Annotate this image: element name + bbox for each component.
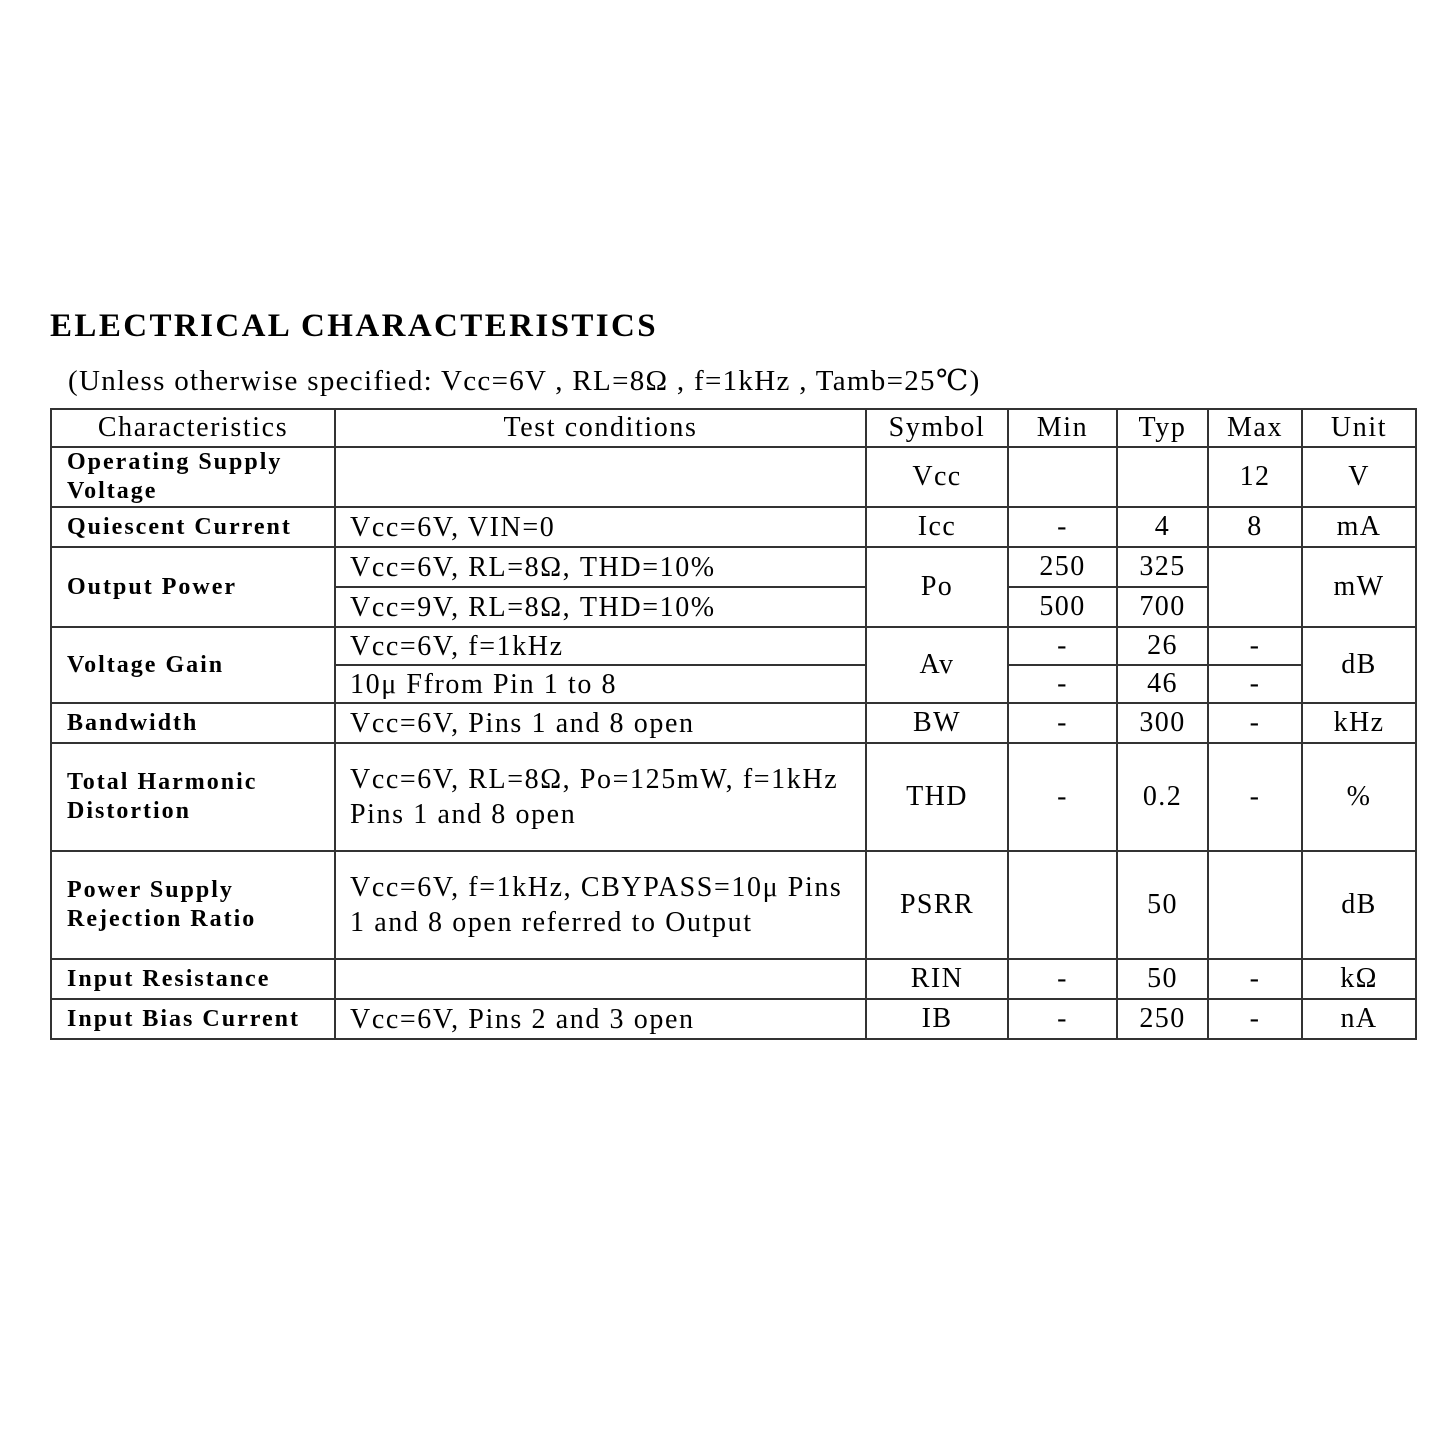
characteristic-cell: Power Supply Rejection Ratio <box>51 851 335 959</box>
max-cell: - <box>1208 703 1302 743</box>
characteristic-cell: Input Resistance <box>51 959 335 999</box>
min-cell <box>1008 851 1117 959</box>
unit-cell: dB <box>1302 851 1416 959</box>
typ-cell: 0.2 <box>1117 743 1208 851</box>
symbol-cell: Po <box>866 547 1008 627</box>
condition-cell: Vcc=6V, f=1kHz, CBYPASS=10μ Pins 1 and 8 open referred to Output <box>335 851 866 959</box>
typ-cell: 700 <box>1117 587 1208 627</box>
typ-cell: 325 <box>1117 547 1208 587</box>
symbol-cell: Icc <box>866 507 1008 547</box>
header-min: Min <box>1008 409 1117 447</box>
unit-cell: dB <box>1302 627 1416 703</box>
condition-cell: Vcc=6V, f=1kHz <box>335 627 866 665</box>
min-cell: 250 <box>1008 547 1117 587</box>
min-cell: - <box>1008 999 1117 1039</box>
characteristic-cell: Bandwidth <box>51 703 335 743</box>
characteristic-cell: Operating Supply Voltage <box>51 447 335 507</box>
condition-cell: Vcc=6V, Pins 1 and 8 open <box>335 703 866 743</box>
min-cell: - <box>1008 959 1117 999</box>
unit-cell: % <box>1302 743 1416 851</box>
table-row <box>51 999 1416 1039</box>
typ-cell: 250 <box>1117 999 1208 1039</box>
characteristic-cell: Input Bias Current <box>51 999 335 1039</box>
header-max: Max <box>1208 409 1302 447</box>
unit-cell: kΩ <box>1302 959 1416 999</box>
unit-cell: V <box>1302 447 1416 507</box>
unit-cell: mW <box>1302 547 1416 627</box>
typ-cell: 46 <box>1117 665 1208 703</box>
table-row <box>51 547 1416 587</box>
condition-cell: Vcc=6V, RL=8Ω, Po=125mW, f=1kHz Pins 1 and 8 open <box>335 743 866 851</box>
conditions-subtitle: (Unless otherwise specified: Vcc=6V , RL=8Ω , f=1kHz , Tamb=25℃) <box>68 365 981 397</box>
min-cell: - <box>1008 627 1117 665</box>
electrical-characteristics-table <box>50 408 1417 1040</box>
min-cell: - <box>1008 703 1117 743</box>
max-cell: 8 <box>1208 507 1302 547</box>
unit-cell: kHz <box>1302 703 1416 743</box>
characteristic-cell: Output Power <box>51 547 335 627</box>
min-cell: - <box>1008 665 1117 703</box>
symbol-cell: PSRR <box>866 851 1008 959</box>
min-cell: - <box>1008 743 1117 851</box>
max-cell: - <box>1208 627 1302 665</box>
min-cell: 500 <box>1008 587 1117 627</box>
unit-cell: mA <box>1302 507 1416 547</box>
condition-cell: Vcc=6V, RL=8Ω, THD=10% <box>335 547 866 587</box>
symbol-cell: RIN <box>866 959 1008 999</box>
symbol-cell: IB <box>866 999 1008 1039</box>
table-header-row <box>51 409 1416 447</box>
table-row <box>51 507 1416 547</box>
table-row <box>51 851 1416 959</box>
characteristic-cell: Quiescent Current <box>51 507 335 547</box>
table-row <box>51 743 1416 851</box>
typ-cell: 26 <box>1117 627 1208 665</box>
max-cell: - <box>1208 959 1302 999</box>
condition-cell: Vcc=6V, Pins 2 and 3 open <box>335 999 866 1039</box>
max-cell: 12 <box>1208 447 1302 507</box>
max-cell: - <box>1208 999 1302 1039</box>
table-row <box>51 959 1416 999</box>
symbol-cell: THD <box>866 743 1008 851</box>
condition-cell: 10μ Ffrom Pin 1 to 8 <box>335 665 866 703</box>
header-symbol: Symbol <box>866 409 1008 447</box>
symbol-cell: BW <box>866 703 1008 743</box>
max-cell <box>1208 851 1302 959</box>
typ-cell: 300 <box>1117 703 1208 743</box>
table-row <box>51 627 1416 665</box>
max-cell: - <box>1208 743 1302 851</box>
header-test-conditions: Test conditions <box>335 409 866 447</box>
symbol-cell: Vcc <box>866 447 1008 507</box>
typ-cell: 4 <box>1117 507 1208 547</box>
max-cell <box>1208 547 1302 627</box>
characteristic-cell: Total Harmonic Distortion <box>51 743 335 851</box>
condition-cell: Vcc=6V, VIN=0 <box>335 507 866 547</box>
max-cell: - <box>1208 665 1302 703</box>
min-cell <box>1008 447 1117 507</box>
typ-cell: 50 <box>1117 851 1208 959</box>
table-row <box>51 447 1416 507</box>
typ-cell: 50 <box>1117 959 1208 999</box>
condition-cell <box>335 447 866 507</box>
table-row <box>51 703 1416 743</box>
condition-cell: Vcc=9V, RL=8Ω, THD=10% <box>335 587 866 627</box>
header-characteristics: Characteristics <box>51 409 335 447</box>
min-cell: - <box>1008 507 1117 547</box>
unit-cell: nA <box>1302 999 1416 1039</box>
page-title: ELECTRICAL CHARACTERISTICS <box>50 308 658 344</box>
header-typ: Typ <box>1117 409 1208 447</box>
characteristic-cell: Voltage Gain <box>51 627 335 703</box>
typ-cell <box>1117 447 1208 507</box>
symbol-cell: Av <box>866 627 1008 703</box>
header-unit: Unit <box>1302 409 1416 447</box>
condition-cell <box>335 959 866 999</box>
